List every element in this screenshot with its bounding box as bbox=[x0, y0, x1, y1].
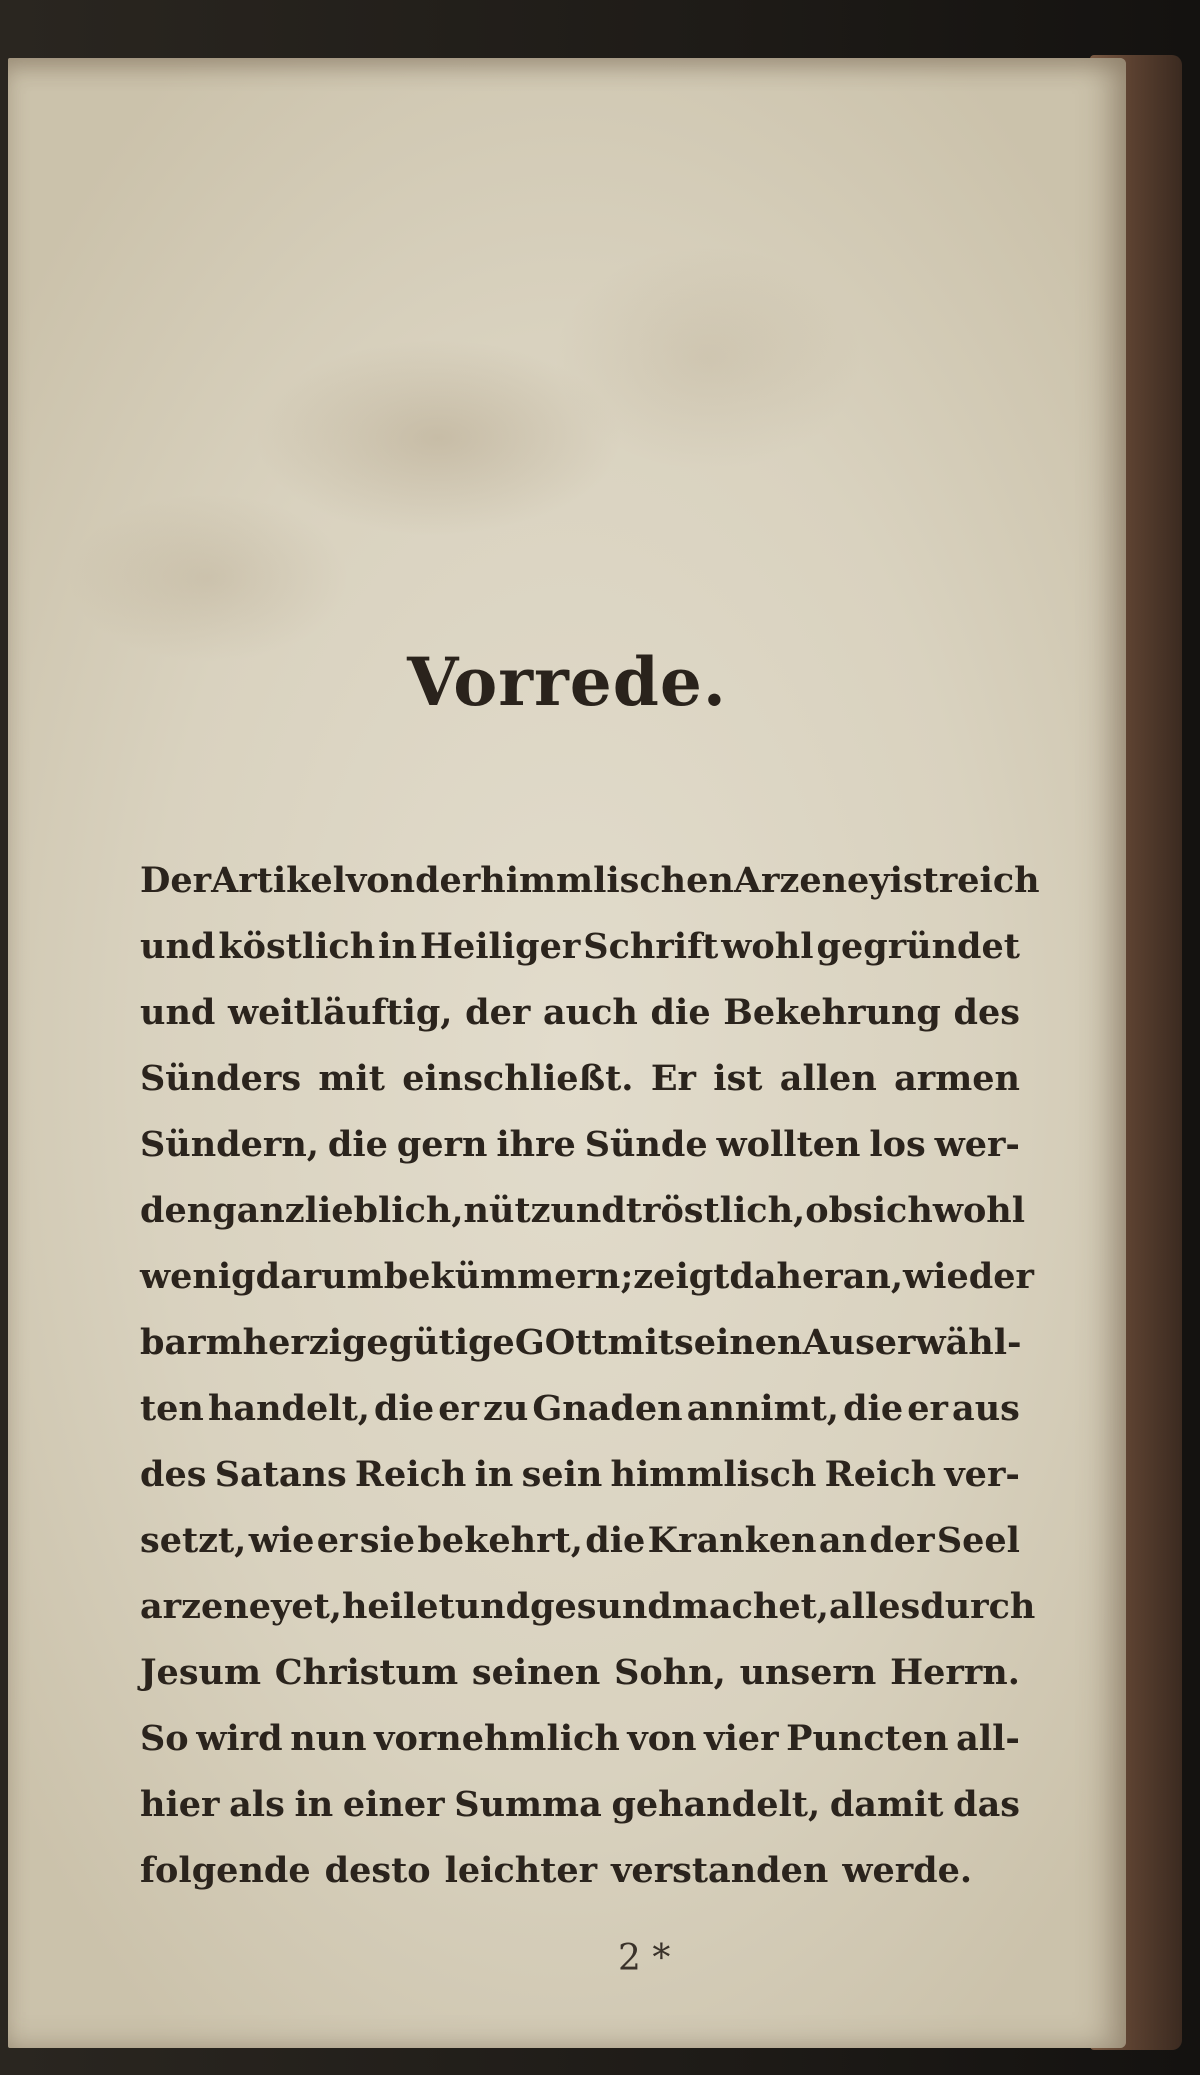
text-line: barmherzige gütige GOtt mit seinen Auserwähl- bbox=[140, 1322, 1022, 1363]
signature-mark: 2 * bbox=[618, 1938, 671, 1979]
text-line: und weitläuftig, der auch die Bekehrung des bbox=[140, 992, 1020, 1033]
page-heading: Vorrede. bbox=[407, 643, 727, 721]
text-line: Sünders mit einschließt. Er ist allen armen bbox=[140, 1058, 1020, 1099]
text-line: arzeneyet, heilet und gesund machet, alles durch bbox=[140, 1586, 1036, 1627]
text-line: wenig darum bekümmern; zeigt daher an, wie der bbox=[140, 1256, 1034, 1297]
text-line: den ganz lieblich, nütz und tröstlich, ob sich wohl bbox=[140, 1190, 1026, 1231]
text-line: hier als in einer Summa gehandelt, damit das bbox=[140, 1784, 1020, 1825]
text-line: Jesum Christum seinen Sohn, unsern Herrn. bbox=[140, 1652, 1020, 1693]
body-text bbox=[140, 848, 1040, 1904]
text-line: setzt, wie er sie bekehrt, die Kranken an der Seel bbox=[140, 1520, 1020, 1561]
book-page bbox=[8, 58, 1126, 2048]
text-line: des Satans Reich in sein himmlisch Reich ver- bbox=[140, 1454, 1020, 1495]
text-line: Der Artikel von der himmlischen Arzeney ist reich bbox=[140, 860, 1040, 901]
text-line: ten handelt, die er zu Gnaden annimt, die er aus bbox=[140, 1388, 1020, 1429]
text-line: So wird nun vornehmlich von vier Puncten all- bbox=[140, 1718, 1020, 1759]
text-line: und köstlich in Heiliger Schrift wohl gegründet bbox=[140, 926, 1020, 967]
text-line: Sündern, die gern ihre Sünde wollten los wer- bbox=[140, 1124, 1020, 1165]
text-line: folgende desto leichter verstanden werde. bbox=[140, 1850, 973, 1891]
